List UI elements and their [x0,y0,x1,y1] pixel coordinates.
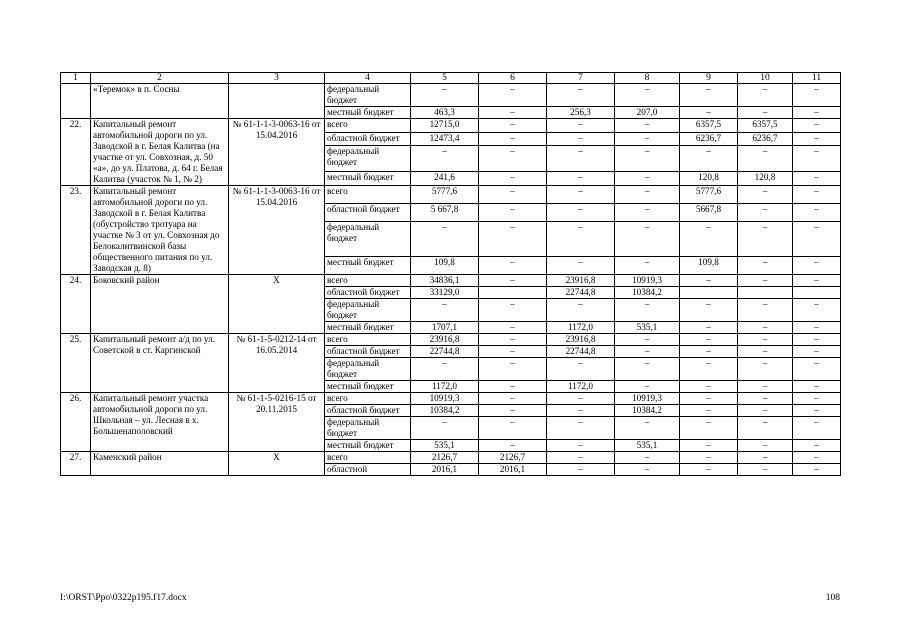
table-row [61,452,841,464]
value-cell: – [738,452,793,464]
value-cell: 6357,5 [680,119,738,133]
value-cell: – [680,381,738,393]
value-cell: – [738,358,793,381]
value-cell: – [793,393,841,405]
document-ref: № 61-1-5-0212-14 от 16.05.2014 [229,334,325,393]
value-cell: 10919,3 [615,393,680,405]
value-cell: – [479,146,547,172]
budget-source: областной бюджет [325,346,411,358]
value-cell: – [615,346,680,358]
value-cell: – [680,222,738,257]
value-cell [680,287,738,299]
header-cell: 6 [479,73,547,84]
value-cell: – [738,381,793,393]
value-cell: – [547,452,615,464]
header-cell: 3 [229,73,325,84]
header-cell: 10 [738,73,793,84]
budget-source: местный бюджет [325,440,411,452]
object-name: «Теремок» в п. Сосны [91,84,229,119]
value-cell: – [615,222,680,257]
value-cell: – [793,186,841,204]
value-cell: – [793,204,841,222]
value-cell: – [547,393,615,405]
document-ref: Х [229,452,325,476]
value-cell: – [738,186,793,204]
budget-source: всего [325,186,411,204]
budget-source: федеральный бюджет [325,146,411,172]
header-cell: 9 [680,73,738,84]
header-cell: 4 [325,73,411,84]
value-cell: 10384,2 [411,405,479,417]
row-number [61,84,91,119]
value-cell [479,287,547,299]
value-cell: – [738,346,793,358]
value-cell: – [615,256,680,274]
header-cell: 8 [615,73,680,84]
value-cell: – [479,107,547,119]
value-cell: – [793,405,841,417]
budget-source: областной бюджет [325,132,411,146]
value-cell: – [793,146,841,172]
row-number: 25. [61,334,91,393]
value-cell: – [479,381,547,393]
value-cell: – [479,275,547,287]
value-cell: 23916,8 [547,334,615,346]
object-name: Боковский район [91,275,229,334]
value-cell: – [680,334,738,346]
value-cell: – [479,322,547,334]
page-number: 108 [825,593,840,603]
value-cell: – [738,84,793,107]
value-cell: – [680,417,738,440]
value-cell: – [479,393,547,405]
value-cell: 1172,0 [411,381,479,393]
budget-source: всего [325,119,411,133]
value-cell: – [680,299,738,322]
value-cell: – [615,381,680,393]
value-cell: – [547,204,615,222]
value-cell: – [793,172,841,186]
budget-source: федеральный бюджет [325,84,411,107]
value-cell: – [738,299,793,322]
value-cell: – [738,146,793,172]
value-cell: 463,3 [411,107,479,119]
value-cell: – [680,84,738,107]
value-cell: – [793,417,841,440]
value-cell: 1707,1 [411,322,479,334]
value-cell: 6357,5 [738,119,793,133]
value-cell [738,287,793,299]
document-ref: № 61-1-5-0216-15 от 20.11.2015 [229,393,325,452]
budget-source: областной [325,464,411,476]
value-cell: – [738,275,793,287]
value-cell: 2016,1 [411,464,479,476]
value-cell: 10384,2 [615,287,680,299]
value-cell: – [411,146,479,172]
value-cell: – [680,452,738,464]
value-cell: 10384,2 [615,405,680,417]
value-cell: – [738,393,793,405]
value-cell: 5777,6 [680,186,738,204]
table-body [61,73,841,476]
value-cell: – [738,417,793,440]
budget-source: федеральный бюджет [325,299,411,322]
value-cell: – [793,107,841,119]
value-cell: – [547,132,615,146]
budget-source: местный бюджет [325,381,411,393]
value-cell: 2126,7 [411,452,479,464]
value-cell: – [793,440,841,452]
table-row [61,393,841,405]
value-cell: 34836,1 [411,275,479,287]
value-cell: – [615,204,680,222]
value-cell: 6236,7 [680,132,738,146]
value-cell: – [738,322,793,334]
table-row [61,119,841,133]
value-cell: 22744,8 [547,346,615,358]
value-cell: – [411,417,479,440]
value-cell: – [738,405,793,417]
value-cell: – [615,186,680,204]
value-cell: – [793,132,841,146]
value-cell: – [547,172,615,186]
value-cell: – [479,84,547,107]
value-cell: 109,8 [411,256,479,274]
value-cell: – [411,222,479,257]
value-cell: – [793,334,841,346]
value-cell: – [479,132,547,146]
value-cell: – [738,440,793,452]
value-cell: – [479,346,547,358]
value-cell: – [793,381,841,393]
budget-source: федеральный бюджет [325,358,411,381]
row-number: 24. [61,275,91,334]
header-cell: 11 [793,73,841,84]
value-cell: – [479,204,547,222]
value-cell: – [547,299,615,322]
budget-source: местный бюджет [325,322,411,334]
value-cell: – [479,334,547,346]
value-cell: – [615,299,680,322]
value-cell: 5777,6 [411,186,479,204]
value-cell: – [479,256,547,274]
value-cell: 109,8 [680,256,738,274]
value-cell: 241,6 [411,172,479,186]
value-cell: – [680,346,738,358]
value-cell: – [615,172,680,186]
value-cell: – [547,358,615,381]
value-cell: – [793,358,841,381]
value-cell: – [680,405,738,417]
value-cell: – [547,222,615,257]
value-cell: 10919,3 [411,393,479,405]
value-cell: – [615,132,680,146]
value-cell: – [615,334,680,346]
value-cell: 535,1 [411,440,479,452]
budget-source: всего [325,275,411,287]
value-cell: – [738,204,793,222]
budget-source: местный бюджет [325,107,411,119]
object-name: Каменский район [91,452,229,476]
value-cell: – [615,464,680,476]
table-row [61,84,841,107]
value-cell [793,287,841,299]
value-cell: 2016,1 [479,464,547,476]
value-cell: 535,1 [615,322,680,334]
value-cell: – [547,417,615,440]
value-cell: – [479,222,547,257]
budget-source: местный бюджет [325,256,411,274]
value-cell: 535,1 [615,440,680,452]
value-cell: – [411,84,479,107]
value-cell: – [547,405,615,417]
value-cell: – [411,358,479,381]
value-cell: 207,0 [615,107,680,119]
value-cell: 120,8 [680,172,738,186]
row-number: 27. [61,452,91,476]
document-page [60,72,840,476]
value-cell: – [615,84,680,107]
budget-source: местный бюджет [325,172,411,186]
value-cell: – [479,299,547,322]
value-cell: – [479,172,547,186]
value-cell: – [680,440,738,452]
value-cell: – [793,346,841,358]
value-cell: – [479,405,547,417]
value-cell: – [680,275,738,287]
value-cell: – [479,417,547,440]
value-cell: – [738,256,793,274]
value-cell: – [793,299,841,322]
value-cell: – [547,84,615,107]
file-path: I:\ORST\Ppo\0322p195.f17.docx [60,593,187,603]
value-cell: – [680,107,738,119]
value-cell: 10919,3 [615,275,680,287]
value-cell: – [793,322,841,334]
value-cell: – [738,464,793,476]
value-cell: – [547,186,615,204]
document-ref: № 61-1-1-3-0063-16 от 15.04.2016 [229,186,325,275]
value-cell: – [793,119,841,133]
header-cell: 1 [61,73,91,84]
budget-source: областной бюджет [325,287,411,299]
value-cell: – [547,146,615,172]
value-cell: – [479,119,547,133]
row-number: 22. [61,119,91,186]
value-cell: 120,8 [738,172,793,186]
value-cell: – [547,464,615,476]
value-cell: – [793,452,841,464]
value-cell: – [615,417,680,440]
table-row [61,275,841,287]
value-cell: – [680,322,738,334]
budget-table [60,72,841,476]
value-cell: – [615,119,680,133]
table-row [61,186,841,204]
value-cell: – [680,146,738,172]
value-cell: – [793,222,841,257]
budget-source: всего [325,334,411,346]
row-number: 26. [61,393,91,452]
budget-source: всего [325,452,411,464]
object-name: Капитальный ремонт участка автомобильной дороги по ул. Школьная – ул. Лесная в х. Большенаполовский [91,393,229,452]
object-name: Капитальный ремонт а/д по ул. Советской в ст. Каргинской [91,334,229,393]
value-cell: – [547,440,615,452]
value-cell: – [680,464,738,476]
value-cell: 256,3 [547,107,615,119]
value-cell: – [793,256,841,274]
value-cell: – [615,452,680,464]
header-cell: 2 [91,73,229,84]
document-ref: № 61-1-1-3-0063-16 от 15.04.2016 [229,119,325,186]
value-cell: 22744,8 [411,346,479,358]
row-number: 23. [61,186,91,275]
value-cell: 1172,0 [547,322,615,334]
value-cell: – [615,358,680,381]
value-cell: – [738,107,793,119]
document-ref [229,84,325,119]
value-cell: 5667,8 [680,204,738,222]
value-cell: 23916,8 [547,275,615,287]
value-cell: – [479,358,547,381]
object-name: Капитальный ремонт автомобильной дороги по ул. Заводской в г. Белая Калитва (на участке от ул. Совхозная, д. 50 «а», до ул. Платова, д. 64 г. Белая Калитва (участок № 1, № 2) [91,119,229,186]
value-cell: – [547,256,615,274]
header-row [61,73,841,84]
budget-source: областной бюджет [325,405,411,417]
value-cell: 1172,0 [547,381,615,393]
header-cell: 5 [411,73,479,84]
value-cell: 12473,4 [411,132,479,146]
value-cell: 12715,0 [411,119,479,133]
value-cell: 23916,8 [411,334,479,346]
header-cell: 7 [547,73,615,84]
value-cell: – [680,393,738,405]
budget-source: областной бюджет [325,204,411,222]
value-cell: – [793,464,841,476]
object-name: Капитальный ремонт автомобильной дороги по ул. Заводской в г. Белая Калитва (обустройство тротуара на участке № 3 от ул. Совхозная до Белокалитвинской базы общественного питания по ул. Заводская д. 8) [91,186,229,275]
value-cell: – [793,84,841,107]
budget-source: федеральный бюджет [325,417,411,440]
value-cell: – [479,186,547,204]
page-footer [60,592,840,604]
value-cell: – [680,358,738,381]
budget-source: федеральный бюджет [325,222,411,257]
table-row [61,334,841,346]
value-cell: 2126,7 [479,452,547,464]
value-cell: – [738,334,793,346]
budget-source: всего [325,393,411,405]
value-cell: – [615,146,680,172]
value-cell: 5 667,8 [411,204,479,222]
document-ref: Х [229,275,325,334]
value-cell: 22744,8 [547,287,615,299]
value-cell: – [793,275,841,287]
value-cell: – [738,222,793,257]
value-cell: – [411,299,479,322]
value-cell: – [547,119,615,133]
value-cell: 6236,7 [738,132,793,146]
value-cell: – [479,440,547,452]
value-cell: 33129,0 [411,287,479,299]
